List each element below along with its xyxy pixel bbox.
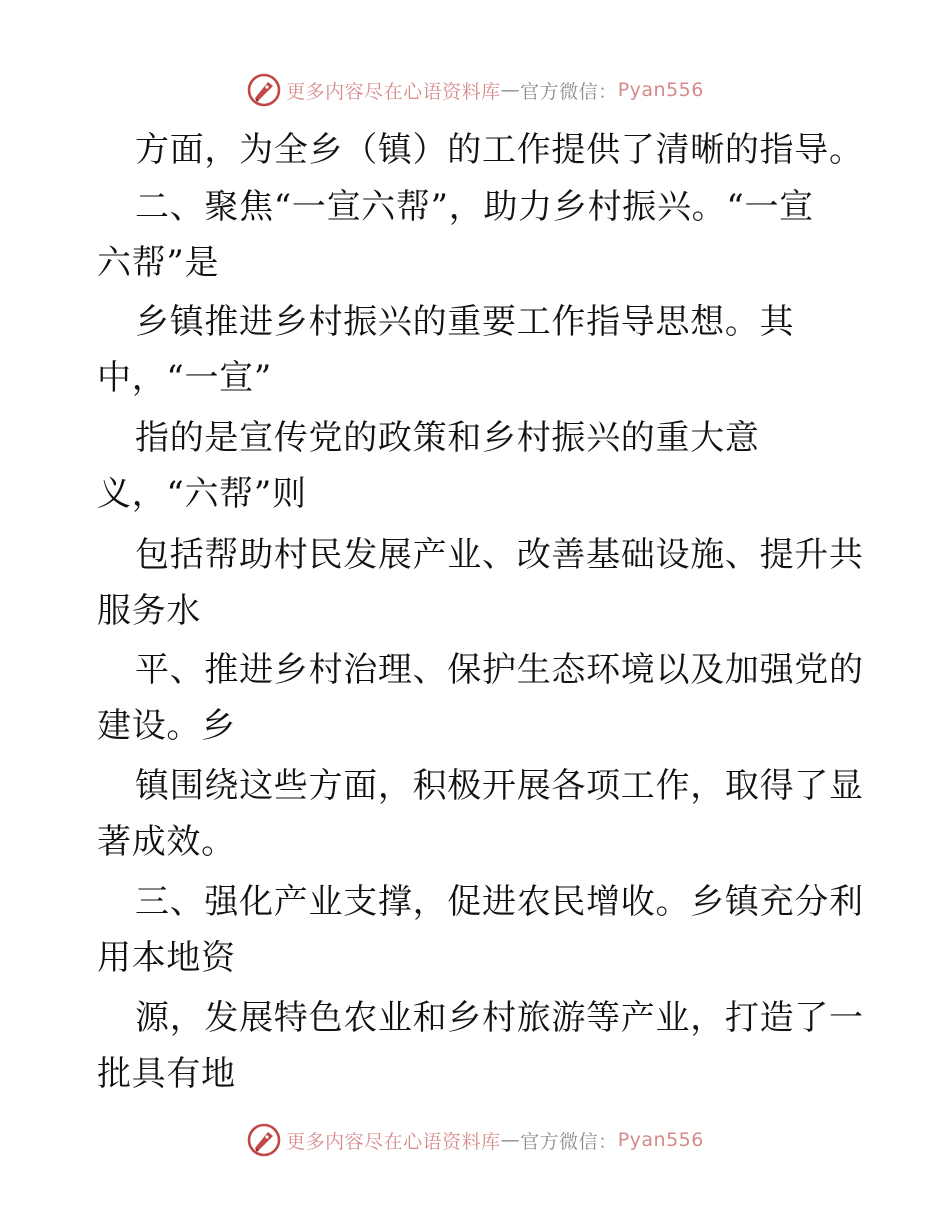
text-line: 建设。乡 xyxy=(97,706,236,746)
banner-wechat-label: 官方微信： xyxy=(520,1130,618,1153)
text-line: 用本地资 xyxy=(97,938,236,978)
text-line: 三、强化产业支撑，促进农民增收。乡镇充分利 xyxy=(135,882,864,922)
text-line: 乡镇推进乡村振兴的重要工作指导思想。其 xyxy=(135,302,795,342)
pen-nib-logo-icon xyxy=(246,1122,282,1158)
text-line: 源，发展特色农业和乡村旅游等产业，打造了一 xyxy=(135,998,864,1038)
banner-wechat-label: 官方微信： xyxy=(520,80,618,103)
banner-separator: — xyxy=(500,1129,521,1151)
banner-text: 更多内容尽在心语资料库 xyxy=(286,80,501,103)
banner-text: 更多内容尽在心语资料库 xyxy=(286,1130,501,1153)
text-line: 批具有地 xyxy=(97,1054,236,1094)
banner-separator: — xyxy=(500,79,521,101)
footer-banner xyxy=(0,1118,950,1162)
text-line: 指的是宣传党的政策和乡村振兴的重大意 xyxy=(135,418,760,458)
text-line: 平、推进乡村治理、保护生态环境以及加强党的 xyxy=(135,650,864,690)
text-line: 二、聚焦“一宣六帮”，助力乡村振兴。“一宣 xyxy=(135,187,814,227)
text-line: 镇围绕这些方面，积极开展各项工作，取得了显 xyxy=(135,766,864,806)
text-line: 包括帮助村民发展产业、改善基础设施、提升共 xyxy=(135,535,864,575)
text-line: 六帮”是 xyxy=(97,243,220,283)
text-line: 义，“六帮”则 xyxy=(97,474,307,514)
text-line: 方面，为全乡（镇）的工作提供了清晰的指导。 xyxy=(135,130,864,170)
text-line: 中，“一宣” xyxy=(97,358,272,398)
text-line: 服务水 xyxy=(97,591,202,631)
text-line: 著成效。 xyxy=(97,822,236,862)
banner-wechat-id: Pyan556 xyxy=(617,1129,704,1151)
banner-wechat-id: Pyan556 xyxy=(617,79,704,101)
